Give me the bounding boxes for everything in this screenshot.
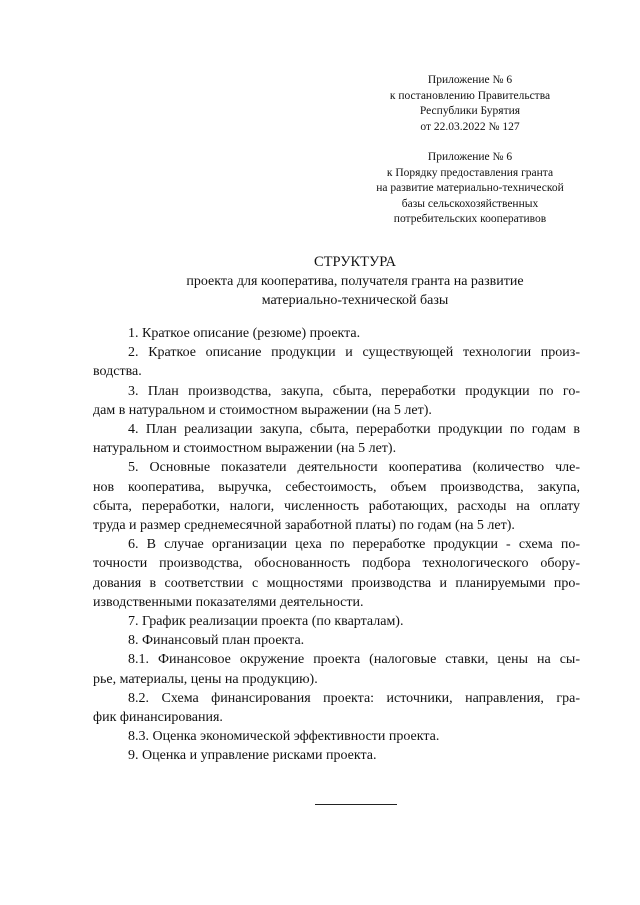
- structure-item-line: 2. Краткое описание продукции и существующей технологии произ-: [128, 345, 580, 361]
- structure-item-line: нов кооператива, выручка, себестоимость, объем производства, закупа,: [93, 479, 580, 495]
- structure-item: [93, 458, 580, 535]
- structure-item-line: изводственными показателями деятельности.: [93, 594, 364, 610]
- structure-item: [93, 631, 580, 650]
- structure-item-line: точности производства, обоснованность подбора технологического обору-: [93, 556, 580, 572]
- appendix-header-line: Республики Бурятия: [419, 105, 521, 117]
- structure-item-line: 4. План реализации закупа, сбыта, переработки продукции по годам в: [128, 422, 580, 438]
- structure-item-line: рье, материалы, цены на продукцию).: [93, 671, 318, 687]
- structure-item: [93, 420, 580, 458]
- subtitle-line: материально-технической базы: [261, 293, 449, 308]
- structure-item: [93, 535, 580, 612]
- structure-item: [93, 650, 580, 688]
- appendix-header-line: к постановлению Правительства: [389, 89, 551, 102]
- structure-item-line: 6. В случае организации цеха по переработке продукции - схема по-: [128, 537, 580, 553]
- structure-item-line: водства.: [93, 364, 142, 380]
- appendix-header-resolution: [330, 73, 610, 135]
- structure-item-line: 5. Основные показатели деятельности кооператива (количество чле-: [128, 460, 580, 476]
- footer-divider: [315, 804, 397, 805]
- appendix-header-line: базы сельскохозяйственных: [401, 197, 539, 210]
- structure-item-line: 8.3. Оценка экономической эффективности проекта.: [128, 729, 440, 745]
- document-subtitle: [0, 272, 640, 310]
- appendix-header-line: от 22.03.2022 № 127: [420, 120, 520, 133]
- structure-item-line: 8.2. Схема финансирования проекта: источники, направления, гра-: [128, 690, 580, 706]
- structure-item: [93, 343, 580, 381]
- structure-item-line: 3. План производства, закупа, сбыта, переработки продукции по го-: [128, 383, 580, 399]
- structure-item-line: 8.1. Финансовое окружение проекта (налоговые ставки, цены на сы-: [128, 652, 580, 668]
- structure-item: [93, 612, 580, 631]
- structure-item: [93, 324, 580, 343]
- structure-items-list: [93, 324, 580, 766]
- appendix-header-line: Приложение № 6: [427, 151, 513, 163]
- appendix-header-line: на развитие материально-технической: [376, 182, 564, 194]
- structure-item-line: 9. Оценка и управление рисками проекта.: [128, 748, 377, 764]
- structure-item: [93, 382, 580, 420]
- appendix-header-line: Приложение № 6: [427, 74, 513, 86]
- structure-item-line: дам в натуральном и стоимостном выражении (на 5 лет).: [93, 402, 432, 418]
- structure-item-line: 1. Краткое описание (резюме) проекта.: [128, 326, 361, 341]
- appendix-header-line: потребительских кооперативов: [393, 213, 547, 225]
- structure-item: [93, 689, 580, 727]
- structure-item-line: фик финансирования.: [93, 710, 223, 726]
- structure-item-line: натуральном и стоимостном выражении (на 5 лет).: [93, 441, 397, 457]
- structure-item-line: труда и размер среднемесячной заработной платы) по годам (на 5 лет).: [93, 518, 515, 534]
- structure-item: [93, 746, 580, 765]
- structure-item-line: сбыта, переработки, налоги, численность работающих, расходы на оплату: [93, 498, 580, 514]
- structure-item-line: 8. Финансовый план проекта.: [128, 633, 305, 649]
- document-title: СТРУКТУРА: [314, 254, 396, 270]
- structure-item-line: дования в соответствии с мощностями производства и планируемыми про-: [93, 575, 580, 591]
- structure-item: [93, 727, 580, 746]
- appendix-header-line: к Порядку предоставления гранта: [386, 166, 554, 179]
- structure-item-line: 7. График реализации проекта (по кварталам).: [128, 614, 404, 630]
- subtitle-line: проекта для кооператива, получателя гранта на развитие: [186, 274, 524, 289]
- appendix-header-procedure: [330, 150, 610, 228]
